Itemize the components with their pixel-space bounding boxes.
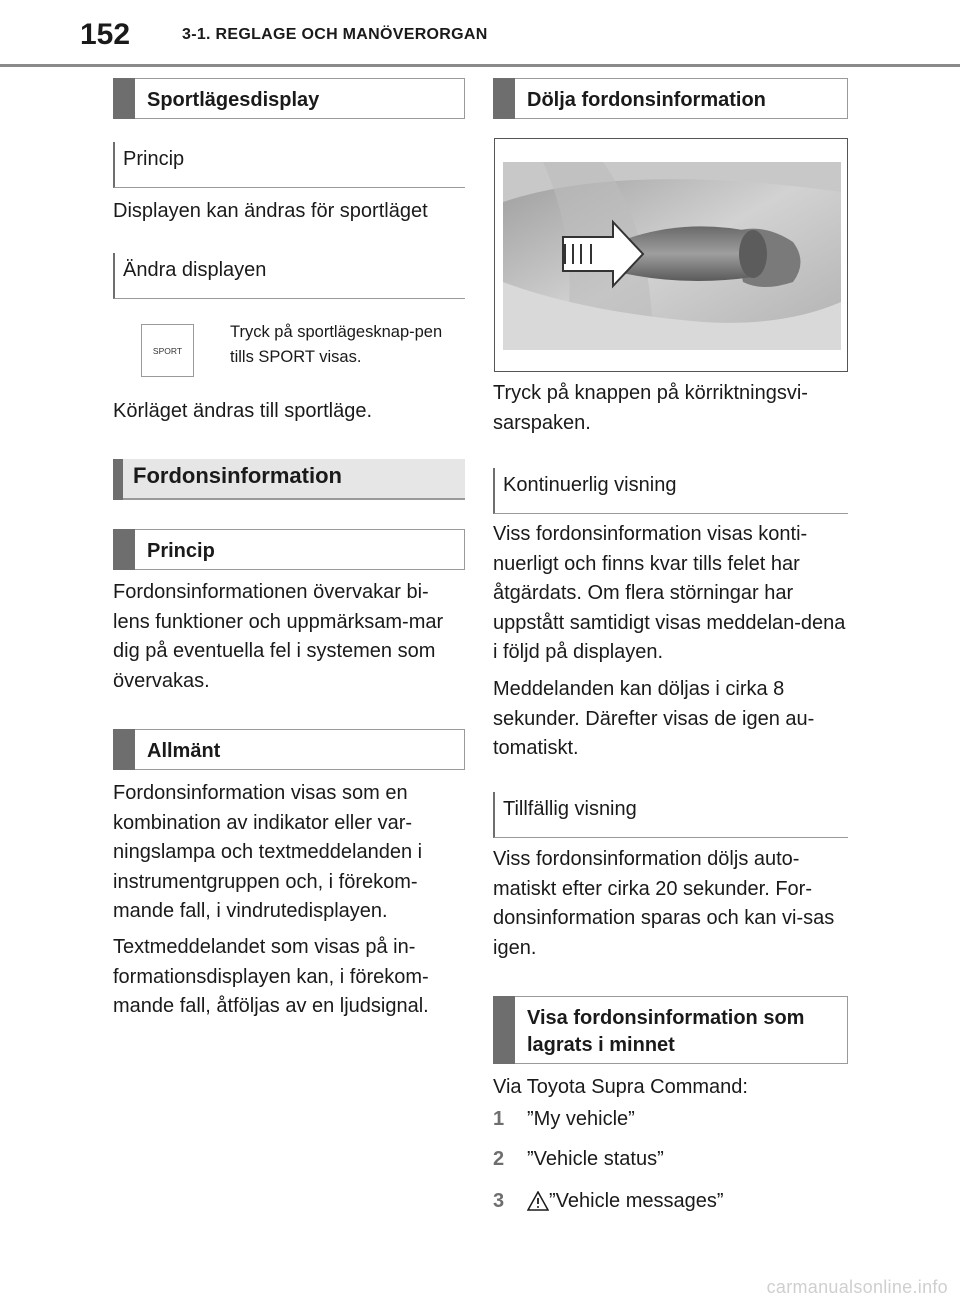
warning-triangle-icon bbox=[527, 1191, 549, 1211]
sport-instruction: Tryck på sportlägesknap-pen tills SPORT visas. bbox=[230, 323, 443, 366]
step-text: ”Vehicle status” bbox=[527, 1148, 664, 1170]
header-rule bbox=[0, 64, 960, 67]
paragraph-tryck: Tryck på knappen på körriktningsvi-sarspaken. bbox=[493, 382, 808, 434]
paragraph-fordon-2: Fordonsinformation visas som en kombination av indikator eller var-ningslampa och textmeddelanden i instrumentgruppen och, i förekom-mande fall, i vindrutedisplayen. bbox=[113, 782, 423, 922]
paragraph-kontinuerlig-2: Meddelanden kan döljas i cirka 8 sekunder. Därefter visas de igen au-tomatiskt. bbox=[493, 678, 815, 759]
heading-princip: Princip bbox=[113, 529, 465, 570]
paragraph-tillfallig: Viss fordonsinformation döljs auto-matiskt efter cirka 20 sekunder. For-donsinformation sparas och kan vi-sas igen. bbox=[493, 848, 835, 959]
page-number: 152 bbox=[80, 18, 131, 51]
step-text: ”Vehicle messages” bbox=[549, 1190, 724, 1212]
paragraph-kontinuerlig-1: Viss fordonsinformation visas konti-nuerligt och finns kvar tills felet har åtgärdats. Om flera störningar har uppstått samtidigt visas meddelan-dena i följd på displayen. bbox=[493, 523, 846, 663]
step-number: 1 bbox=[493, 1108, 505, 1130]
paragraph-fordon-1: Fordonsinformationen övervakar bi-lens funktioner och uppmärksam-mar dig på eventuella fel i systemen som övervakas. bbox=[113, 581, 444, 692]
subheading-princip: Princip bbox=[113, 142, 465, 188]
heading-dolja-fordonsinformation: Dölja fordonsinformation bbox=[493, 78, 848, 119]
subheading-kontinuerlig-visning: Kontinuerlig visning bbox=[493, 468, 848, 514]
paragraph-fordon-3: Textmeddelandet som visas på in-formationsdisplayen kan, i förekom-mande fall, åtföljas av en ljudsignal. bbox=[113, 936, 429, 1017]
step-number: 3 bbox=[493, 1190, 505, 1212]
turn-signal-stalk-photo bbox=[494, 138, 848, 372]
sport-button-image: SPORT bbox=[141, 324, 194, 377]
heading-sportlagesdisplay: Sportlägesdisplay bbox=[113, 78, 465, 119]
chapter-title: 3-1. REGLAGE OCH MANÖVERORGAN bbox=[182, 26, 488, 43]
stalk-illustration bbox=[503, 162, 841, 350]
heading-visa-fordonsinformation: Visa fordonsinformation som lagrats i minnet bbox=[493, 996, 848, 1064]
subheading-tillfallig-visning: Tillfällig visning bbox=[493, 792, 848, 838]
watermark: carmanualsonline.info bbox=[766, 1277, 948, 1297]
paragraph-display: Displayen kan ändras för sportläget bbox=[113, 200, 428, 222]
step-number: 2 bbox=[493, 1148, 505, 1170]
paragraph-korlaget: Körläget ändras till sportläge. bbox=[113, 400, 373, 422]
subheading-andra-displayen: Ändra displayen bbox=[113, 253, 465, 299]
heading-fordonsinformation: Fordonsinformation bbox=[113, 459, 465, 500]
paragraph-via-command: Via Toyota Supra Command: bbox=[493, 1076, 748, 1098]
step-text: ”My vehicle” bbox=[527, 1108, 635, 1130]
heading-allmant: Allmänt bbox=[113, 729, 465, 770]
